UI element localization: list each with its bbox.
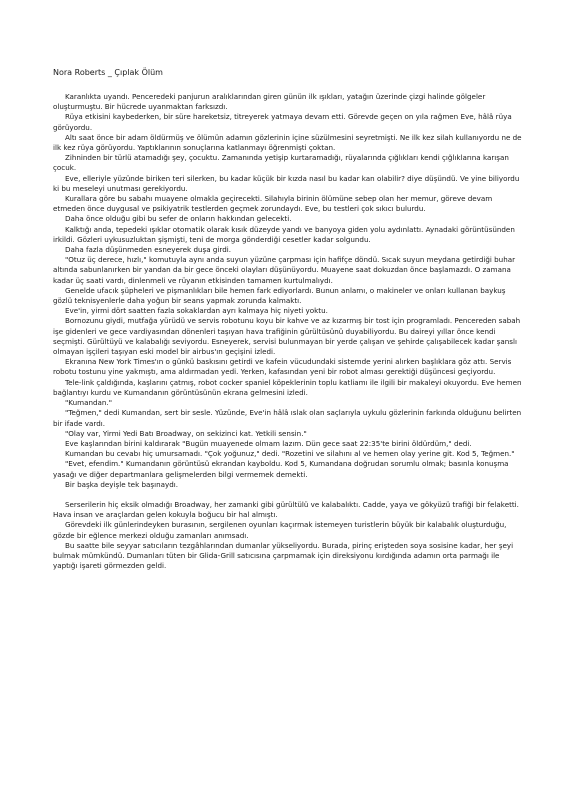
paragraph: Altı saat önce bir adam öldürmüş ve ölümün adamın gözlerinin içine süzülmesini seyretmişti. Ne ilk kez silah kullanıyordu ne de ilk kez rüya görüyordu. Yaptıklarının sonuçlarına katlanmayı öğrenmişti çoktan. <box>53 132 522 153</box>
paragraph: "Olay var, Yirmi Yedi Batı Broadway, on sekizinci kat. Yetkili sensin." <box>65 428 307 438</box>
paragraph: Bu saatte bile seyyar satıcıların tezgâhlarından dumanlar yükseliyordu. Burada, pirinç erişteden soya sosisine kadar, her şeyi bulmak mümkündü. Dumanları tüten bir Glida-Grill satıcısına çarpmamak için direksiyonu kırdığında adamın orta parmağı ile yaptığı işareti görmezden geldi. <box>53 540 514 571</box>
paragraph: Daha fazla düşünmeden esneyerek duşa girdi. <box>65 245 231 255</box>
paragraph: Kurallara göre bu sabahı muayene olmakla geçirecekti. Silahıyla birinin ölümüne sebep olan her memur, göreve devam etmeden önce duygusal ve psikiyatrik testlerden geçmek zorundaydı. Eve, bu testleri çok sıkıcı bulurdu. <box>53 194 493 214</box>
paragraph: Tele-link çaldığında, kaşlarını çatmış, robot cocker spaniel köpeklerinin toplu katliamı ile ilgili bir makaleyi okuyordu. Eve hemen bağlantıyı kurdu ve Kumandanın görüntüsünün ekrana gelmesini izledi. <box>53 377 522 397</box>
document-body <box>53 92 523 571</box>
paragraph: "Evet, efendim." Kumandanın görüntüsü ekrandan kayboldu. Kod 5, Kumandana doğrudan sorumlu olmak; basınla konuşma yasağı ve diğer departmanlara gelişmelerden bilgi vermemek demekti. <box>53 459 509 479</box>
paragraph: Serserilerin hiç eksik olmadığı Broadway, her zamanki gibi gürültülü ve kalabalıktı. Cadde, yaya ve gökyüzü trafiği bir felaketti. Hava insan ve araçlardan gelen kokuyla boğucu bir hal almıştı. <box>53 499 519 520</box>
paragraph: Daha önce olduğu gibi bu sefer de onların hakkından gelecekti. <box>65 214 292 224</box>
paragraph: Eve, elleriyle yüzünde biriken teri silerken, bu kadar küçük bir kızda nasıl bu kadar kan olabilir? diye düşündü. Ve yine biliyordu ki bu meseleyi unutması gerekiyordu. <box>53 173 520 193</box>
paragraph: Eve kaşlarından birini kaldırarak "Bugün muayenede olmam lazım. Dün gece saat 22:35'te birini öldürdüm," dedi. <box>65 438 472 448</box>
document-title: Nora Roberts _ Çıplak Ölüm <box>53 68 163 77</box>
paragraph: Kalktığı anda, tepedeki ışıklar otomatik olarak kısık düzeyde yandı ve banyoya giden yolu aydınlattı. Aynadaki görüntüsünden irkildi. Gözleri uykusuzluktan şişmişti, teni de morga gönderdiği cesetler kadar solgundu. <box>53 224 515 244</box>
paragraph: Karanlıkta uyandı. Penceredeki panjurun aralıklarından giren günün ilk ışıkları, yatağın üzerinde çizgi halinde gölgeler oluşturmuştu. Bir hücrede uyanmaktan farksızdı. <box>53 92 486 112</box>
paragraph: Ekranına New York Times'ın o günkü baskısını getirdi ve kafein vücudundaki sistemde yerini alırken başlıklara göz attı. Servis robotu tostunu yine yakmıştı, ama aldırmadan yedi. Yerken, kafasından yeni bir robot alması gerektiği düşüncesi geçiyordu. <box>53 357 512 377</box>
paragraph: Bornozunu giydi, mutfağa yürüdü ve servis robotunu koyu bir kahve ve az kızarmış bir tost için programladı. Pencereden sabah işe gidenleri ve gece vardiyasından dönenleri taşıyan hava trafiğinin gürültüsünü duyabiliyordu. Bu daireyi yıllar önce kendi seçmişti. Gürültüyü ve kalabalığı seviyordu. Esneyerek, servisi bulunmayan bir yerde çalışan ve şehirde çalışabilecek kadar şanslı olmayan işçileri taşıyan eski model bir airbus'ın geçişini izledi. <box>53 316 521 357</box>
paragraph: Kumandan bu cevabı hiç umursamadı. "Çok yoğunuz," dedi. "Rozetini ve silahını al ve hemen olay yerine git. Kod 5, Teğmen." <box>65 449 515 459</box>
paragraph: "Kumandan." <box>65 398 112 408</box>
paragraph: Eve'in, yirmi dört saatten fazla sokaklardan ayrı kalmaya hiç niyeti yoktu. <box>65 306 328 316</box>
paragraph: "Otuz üç derece, hızlı," komutuyla aynı anda suyun yüzüne çarpması için hafifçe döndü. Sıcak suyun meydana getirdiği buhar altında sabunlanırken bir yandan da bir gece önceki olayları düşünüyordu. Muayene saat dokuzdan önce başlamazdı. O zamana kadar üç saati vardı, dinlenmeli ve rüyanın etkisinden tamamen kurtulmalıydı. <box>53 255 516 285</box>
paragraph: Rüya etkisini kaybederken, bir süre hareketsiz, titreyerek yatmaya devam etti. Görevde geçen on yıla rağmen Eve, hâlâ rüya görüyordu. <box>53 112 512 132</box>
paragraph: "Teğmen," dedi Kumandan, sert bir sesle. Yüzünde, Eve'in hâlâ ıslak olan saçlarıyla uykulu gözlerinin farkında olduğunu belirten bir ifade vardı. <box>53 408 522 428</box>
paragraph: Zihninden bir türlü atamadığı şey, çocuktu. Zamanında yetişip kurtaramadığı, rüyalarında çığlıkları kendi çığlıklarına karışan çocuk. <box>53 153 509 173</box>
paragraph: Görevdeki ilk günlerindeyken burasının, sergilenen oyunları kaçırmak istemeyen turistlerin büyük bir kalabalık oluşturduğu, gözde bir eğlence merkezi olduğu zamanları anımsadı. <box>53 520 507 540</box>
paragraph: Bir başka deyişle tek başınaydı. <box>65 479 178 489</box>
paragraph: Genelde ufacık şüpheleri ve pişmanlıkları bile hemen fark ediyorlardı. Bunun anlamı, o makineler ve onları kullanan baykuş gözlü teknisyenlerle daha yoğun bir seans yapmak zorunda kalmaktı. <box>53 285 506 306</box>
